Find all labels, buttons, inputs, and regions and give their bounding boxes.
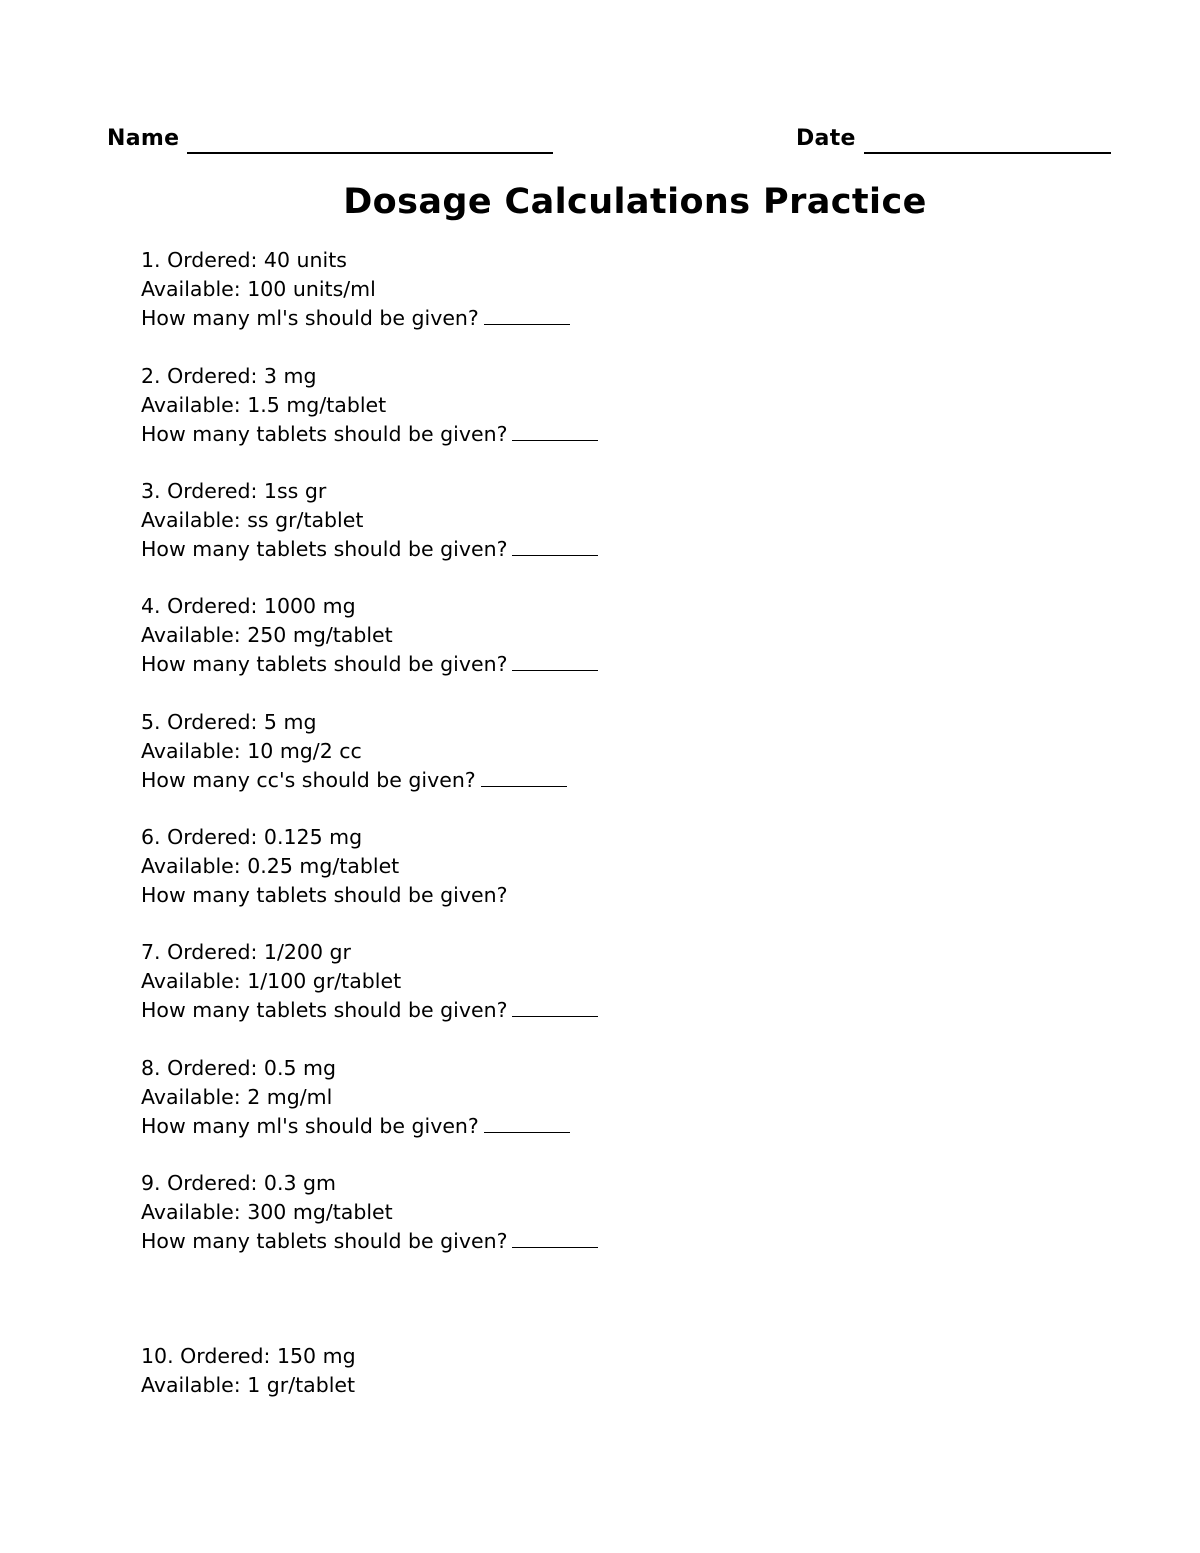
problem-item [141, 1169, 841, 1256]
problem-item [141, 708, 841, 795]
problem-ordered: 10. Ordered: 150 mg [141, 1344, 356, 1368]
problem-question: How many tablets should be given? [141, 422, 508, 446]
name-field[interactable] [107, 124, 553, 154]
problem-ordered: 2. Ordered: 3 mg [141, 364, 317, 388]
answer-blank[interactable] [512, 535, 598, 556]
problem-item [141, 592, 841, 679]
problem-question-row [141, 766, 841, 795]
problem-question-row [141, 881, 841, 910]
problem-question: How many ml's should be given? [141, 306, 479, 330]
answer-blank[interactable] [481, 766, 567, 787]
date-field[interactable] [796, 124, 1111, 154]
problem-ordered: 9. Ordered: 0.3 gm [141, 1171, 337, 1195]
problem-ordered: 4. Ordered: 1000 mg [141, 594, 356, 618]
problem-item [141, 246, 841, 333]
problem-available: Available: 1.5 mg/tablet [141, 393, 387, 417]
problem-item [141, 938, 841, 1025]
problem-item [141, 1054, 841, 1141]
problem-available: Available: 0.25 mg/tablet [141, 854, 400, 878]
problem-question: How many tablets should be given? [141, 537, 508, 561]
problem-question: How many tablets should be given? [141, 652, 508, 676]
problem-ordered: 6. Ordered: 0.125 mg [141, 825, 363, 849]
problem-ordered: 8. Ordered: 0.5 mg [141, 1056, 337, 1080]
problem-question-row [141, 535, 841, 564]
problem-question: How many tablets should be given? [141, 1229, 508, 1253]
problem-question-row [141, 304, 841, 333]
problem-question-row [141, 420, 841, 449]
problem-question-row [141, 650, 841, 679]
page-title: Dosage Calculations Practice [343, 182, 927, 222]
answer-blank[interactable] [512, 420, 598, 441]
problem-ordered: 3. Ordered: 1ss gr [141, 479, 327, 503]
date-label: Date [796, 126, 856, 151]
problem-available: Available: 300 mg/tablet [141, 1200, 393, 1224]
answer-blank[interactable] [484, 304, 570, 325]
problem-question-row [141, 1227, 841, 1256]
problem-available: Available: 250 mg/tablet [141, 623, 393, 647]
problem-available: Available: 1/100 gr/tablet [141, 969, 402, 993]
answer-blank[interactable] [512, 1227, 598, 1248]
problem-ordered: 5. Ordered: 5 mg [141, 710, 317, 734]
answer-blank[interactable] [484, 1112, 570, 1133]
problem-available: Available: 10 mg/2 cc [141, 739, 362, 763]
problem-question: How many ml's should be given? [141, 1114, 479, 1138]
date-blank-line[interactable] [864, 126, 1111, 154]
problem-available: Available: 2 mg/ml [141, 1085, 333, 1109]
name-label: Name [107, 126, 180, 151]
problem-item [141, 823, 841, 910]
problem-available: Available: 1 gr/tablet [141, 1373, 356, 1397]
answer-blank[interactable] [512, 996, 598, 1017]
problem-available: Available: ss gr/tablet [141, 508, 364, 532]
problem-available: Available: 100 units/ml [141, 277, 376, 301]
problem-question-row [141, 996, 841, 1025]
problem-question: How many tablets should be given? [141, 883, 508, 907]
problem-ordered: 1. Ordered: 40 units [141, 248, 347, 272]
header-row [107, 124, 1113, 160]
answer-blank[interactable] [512, 650, 598, 671]
problem-question: How many cc's should be given? [141, 768, 476, 792]
problem-question-row [141, 1112, 841, 1141]
problem-question: How many tablets should be given? [141, 998, 508, 1022]
name-blank-line[interactable] [187, 126, 553, 154]
problem-item [141, 362, 841, 449]
problem-ordered: 7. Ordered: 1/200 gr [141, 940, 351, 964]
problem-item [141, 477, 841, 564]
problem-item [141, 1342, 841, 1400]
